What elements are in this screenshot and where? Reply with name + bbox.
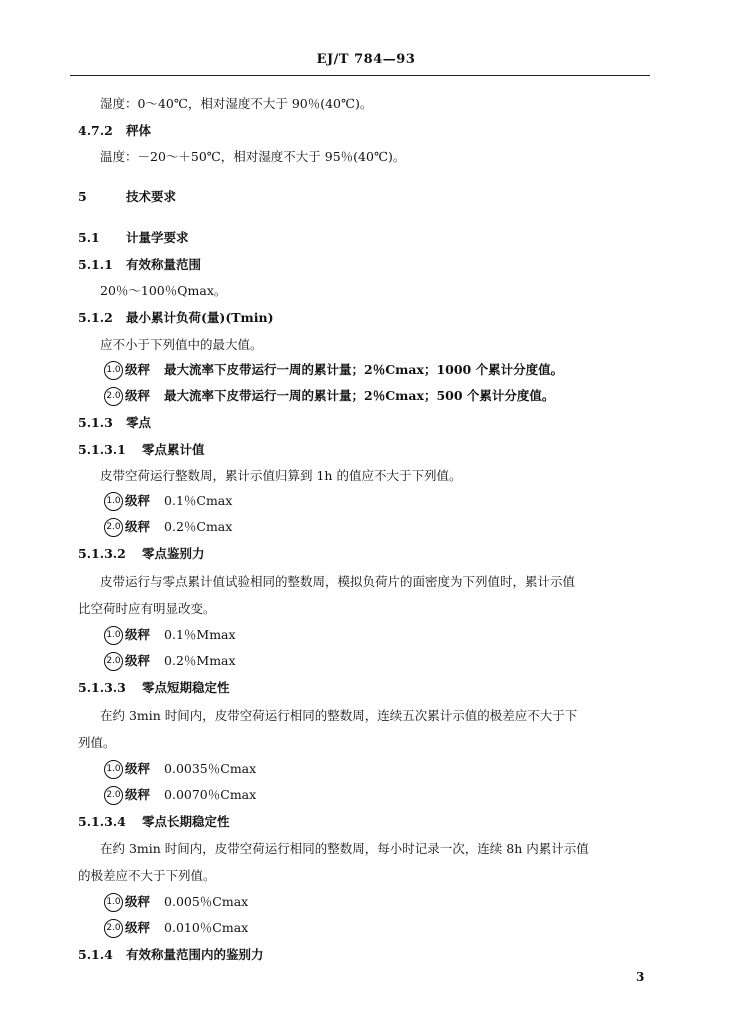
section-title: 有效称量范围内的鉴别力 xyxy=(125,947,264,962)
class-mark-icon: 2.0 xyxy=(104,919,123,938)
section-5-1-3-3 xyxy=(78,679,230,697)
class-row: 2.0 级秤 最大流率下皮带运行一周的累计量；2％Cmax；500 个累计分度值。 xyxy=(104,387,554,406)
humidity-line: 湿度：0～40℃，相对湿度不大于 90％(40℃)。 xyxy=(100,96,373,111)
section-number: 5.1.3.1 xyxy=(78,442,126,457)
section-5-1-3-4 xyxy=(78,813,230,831)
class-mark-icon: 1.0 xyxy=(104,760,123,779)
paragraph: 皮带运行与零点累计值试验相同的整数周，模拟负荷片的面密度为下列值时，累计示值 xyxy=(100,574,576,589)
section-number: 5.1.3.3 xyxy=(78,680,126,695)
paragraph: 皮带空荷运行整数周，累计示值归算到 1h 的值应不大于下列值。 xyxy=(100,468,462,483)
section-title: 秤体 xyxy=(125,123,151,138)
section-number: 5.1.2 xyxy=(78,310,113,325)
class-mark-icon: 1.0 xyxy=(104,893,123,912)
class-mark-icon: 2.0 xyxy=(104,518,123,537)
class-mark-icon: 2.0 xyxy=(104,786,123,805)
section-number: 4.7.2 xyxy=(78,123,113,138)
section-5-1-3-2 xyxy=(78,545,205,563)
section-title: 零点 xyxy=(125,415,151,430)
section-number: 5.1.3.4 xyxy=(78,814,126,829)
class-row: 2.0 级秤 0.0070％Cmax xyxy=(104,786,256,805)
paragraph: 应不小于下列值中的最大值。 xyxy=(100,337,263,352)
page-number: 3 xyxy=(636,970,645,984)
class-mark-icon: 1.0 xyxy=(104,361,123,380)
section-5-1-2 xyxy=(78,309,274,327)
class-row: 2.0 级秤 0.2％Cmax xyxy=(104,518,232,537)
section-5-1-1 xyxy=(78,256,201,274)
section-title: 有效称量范围 xyxy=(125,257,201,272)
class-mark-icon: 2.0 xyxy=(104,652,123,671)
header-rule xyxy=(70,75,650,76)
class-row: 2.0 级秤 0.010％Cmax xyxy=(104,919,248,938)
section-5-1 xyxy=(78,229,189,247)
class-mark-icon: 2.0 xyxy=(104,387,123,406)
section-title: 技术要求 xyxy=(125,189,176,204)
paragraph-continuation: 比空荷时应有明显改变。 xyxy=(78,601,216,616)
class-row: 1.0 级秤 最大流率下皮带运行一周的累计量；2％Cmax；1000 个累计分度值。 xyxy=(104,361,563,380)
temperature-line: 温度：－20～＋50℃，相对湿度不大于 95％(40℃)。 xyxy=(100,149,406,164)
class-row: 1.0 级秤 0.005％Cmax xyxy=(104,893,248,912)
section-title: 最小累计负荷(量)(Tmin) xyxy=(125,310,274,325)
class-mark-icon: 1.0 xyxy=(104,626,123,645)
section-title: 计量学要求 xyxy=(125,230,189,245)
section-number: 5.1.4 xyxy=(78,947,113,962)
section-number: 5.1 xyxy=(78,230,100,245)
range-value: 20％～100％Qmax。 xyxy=(100,283,227,298)
page-header: EJ/T 784—93 xyxy=(316,52,416,67)
section-number: 5.1.3.2 xyxy=(78,546,126,561)
paragraph-continuation: 的极差应不大于下列值。 xyxy=(78,868,216,883)
section-5-1-3-1 xyxy=(78,441,205,459)
section-number: 5.1.3 xyxy=(78,415,113,430)
paragraph: 在约 3min 时间内，皮带空荷运行相同的整数周，连续五次累计示值的极差应不大于下 xyxy=(100,708,578,723)
section-title: 零点累计值 xyxy=(141,442,205,457)
section-number: 5 xyxy=(78,189,87,204)
section-4-7-2 xyxy=(78,122,151,140)
section-title: 零点鉴别力 xyxy=(141,546,205,561)
section-number: 5.1.1 xyxy=(78,257,113,272)
section-5-1-3 xyxy=(78,414,151,432)
section-title: 零点长期稳定性 xyxy=(141,814,230,829)
section-title: 零点短期稳定性 xyxy=(141,680,230,695)
class-row: 1.0 级秤 0.0035％Cmax xyxy=(104,760,256,779)
class-row: 1.0 级秤 0.1％Cmax xyxy=(104,492,232,511)
paragraph-continuation: 列值。 xyxy=(78,735,116,750)
class-mark-icon: 1.0 xyxy=(104,492,123,511)
class-row: 2.0 级秤 0.2％Mmax xyxy=(104,652,236,671)
paragraph: 在约 3min 时间内，皮带空荷运行相同的整数周，每小时记录一次，连续 8h 内累计示值 xyxy=(100,841,589,856)
section-5 xyxy=(78,188,176,206)
section-5-1-4 xyxy=(78,946,264,964)
class-row: 1.0 级秤 0.1％Mmax xyxy=(104,626,236,645)
